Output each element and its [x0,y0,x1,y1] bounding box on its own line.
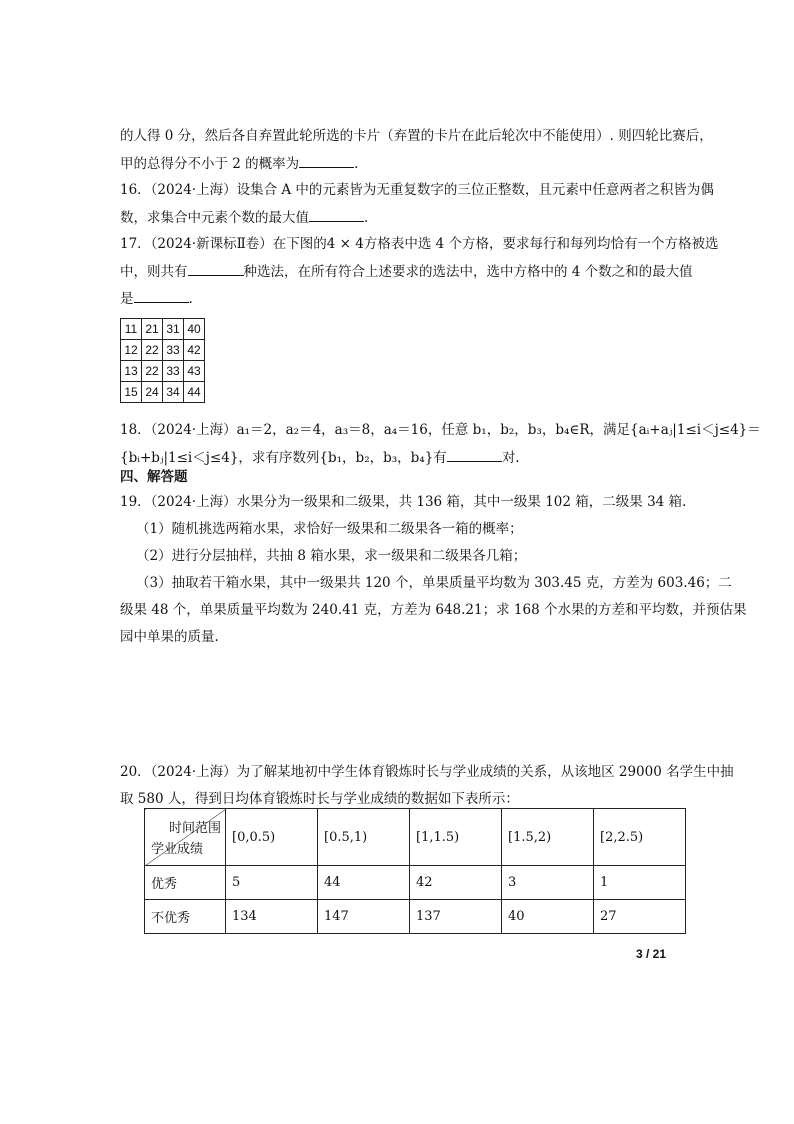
corner-label-bottom: 学业成绩 [151,842,204,857]
p18-line2: {bᵢ+bⱼ|1≤i＜j≤4}，求有序数列{b₁，b₂，b₃，b₄}有 对. [120,447,680,468]
grid-cell: 31 [163,319,184,340]
grid-cell: 15 [121,382,142,403]
p19-line1: 19．（2024·上海）水果分为一级果和二级果，共 136 箱，其中一级果 102 箱，二级果 34 箱. [120,494,687,510]
grid-cell: 33 [163,340,184,361]
grid-cell: 13 [121,361,142,382]
table-cell: 137 [410,900,502,934]
grid-cell: 21 [142,319,163,340]
grid-row [121,340,205,361]
section-heading: 四、解答题 [120,469,188,485]
table-header-cell: [1,1.5) [410,809,502,866]
grid-cell: 22 [142,361,163,382]
table-corner-cell [145,809,226,866]
grid-cell: 11 [121,319,142,340]
table-header-cell: [1.5,2) [502,809,594,866]
grid-cell: 44 [184,382,205,403]
p17-line3: 是 . [120,288,680,309]
row-label: 优秀 [145,866,226,900]
table-cell: 44 [318,866,410,900]
p17-line2: 中，则共有 种选法，在所有符合上述要求的选法中，选中方格中的 4 个数之和的最大值 [120,261,680,282]
p19-q2: （2）进行分层抽样，共抽 8 箱水果，求一级果和二级果各几箱； [136,548,527,564]
p15-line1: 的人得 0 分，然后各自弃置此轮所选的卡片（弃置的卡片在此后轮次中不能使用）. 则四轮比赛后， [120,128,713,144]
table-row [145,900,686,934]
grid-cell: 42 [184,340,205,361]
grid-cell: 43 [184,361,205,382]
p16-line1: 16．（2024·上海）设集合 A 中的元素皆为无重复数字的三位正整数，且元素中任意两者之积皆为偶 [120,182,714,198]
row-label: 不优秀 [145,900,226,934]
grid-cell: 12 [121,340,142,361]
p19-q3c: 园中单果的质量. [120,629,219,645]
p16-line2: 数，求集合中元素个数的最大值 . [120,207,680,228]
answer-blank [299,153,354,168]
p18-line1: 18．（2024·上海）a₁＝2，a₂＝4，a₃＝8，a₄＝16，任意 b₁，b₂，b₃，b₄∈R，满足{aᵢ+aⱼ|1≤i＜j≤4}＝ [120,422,761,438]
table-header-row [145,809,686,866]
table-cell: 147 [318,900,410,934]
p19-q1: （1）随机挑选两箱水果，求恰好一级果和二级果各一箱的概率； [136,521,523,537]
table-cell: 27 [594,900,686,934]
grid-row [121,361,205,382]
number-grid-4x4 [120,318,205,403]
p17-line1: 17．（2024·新课标Ⅱ卷）在下图的4 × 4方格表中选 4 个方格，要求每行和每列均恰有一个方格被选 [120,236,719,252]
table-cell: 42 [410,866,502,900]
p19-q3b: 级果 48 个，单果质量平均数为 240.41 克，方差为 648.21；求 168 个水果的方差和平均数，并预估果 [120,602,747,618]
table-cell: 5 [226,866,318,900]
page-number: 3 / 21 [636,947,667,961]
p20-line1: 20．（2024·上海）为了解某地初中学生体育锻炼时长与学业成绩的关系，从该地区 29000 名学生中抽 [120,764,734,780]
table-header-cell: [2,2.5) [594,809,686,866]
table-cell: 40 [502,900,594,934]
table-row [145,866,686,900]
grid-row [121,382,205,403]
answer-blank [447,447,502,462]
table-cell: 134 [226,900,318,934]
grid-cell: 24 [142,382,163,403]
grid-cell: 22 [142,340,163,361]
table-header-cell: [0,0.5) [226,809,318,866]
p15-line2: 甲的总得分不小于 2 的概率为 . [120,153,680,174]
p19-q3a: （3）抽取若干箱水果，其中一级果共 120 个，单果质量平均数为 303.45 克，方差为 603.46；二 [136,575,732,591]
grid-cell: 40 [184,319,205,340]
grid-cell: 33 [163,361,184,382]
grid-row [121,319,205,340]
data-table [144,808,686,934]
table-header-cell: [0.5,1) [318,809,410,866]
corner-label-top: 时间范围 [168,821,221,836]
grid-cell: 34 [163,382,184,403]
table-cell: 3 [502,866,594,900]
table-cell: 1 [594,866,686,900]
answer-blank [309,207,364,222]
p20-line2: 取 580 人，得到日均体育锻炼时长与学业成绩的数据如下表所示： [120,791,519,807]
answer-blank [188,261,244,276]
answer-blank [134,288,189,303]
